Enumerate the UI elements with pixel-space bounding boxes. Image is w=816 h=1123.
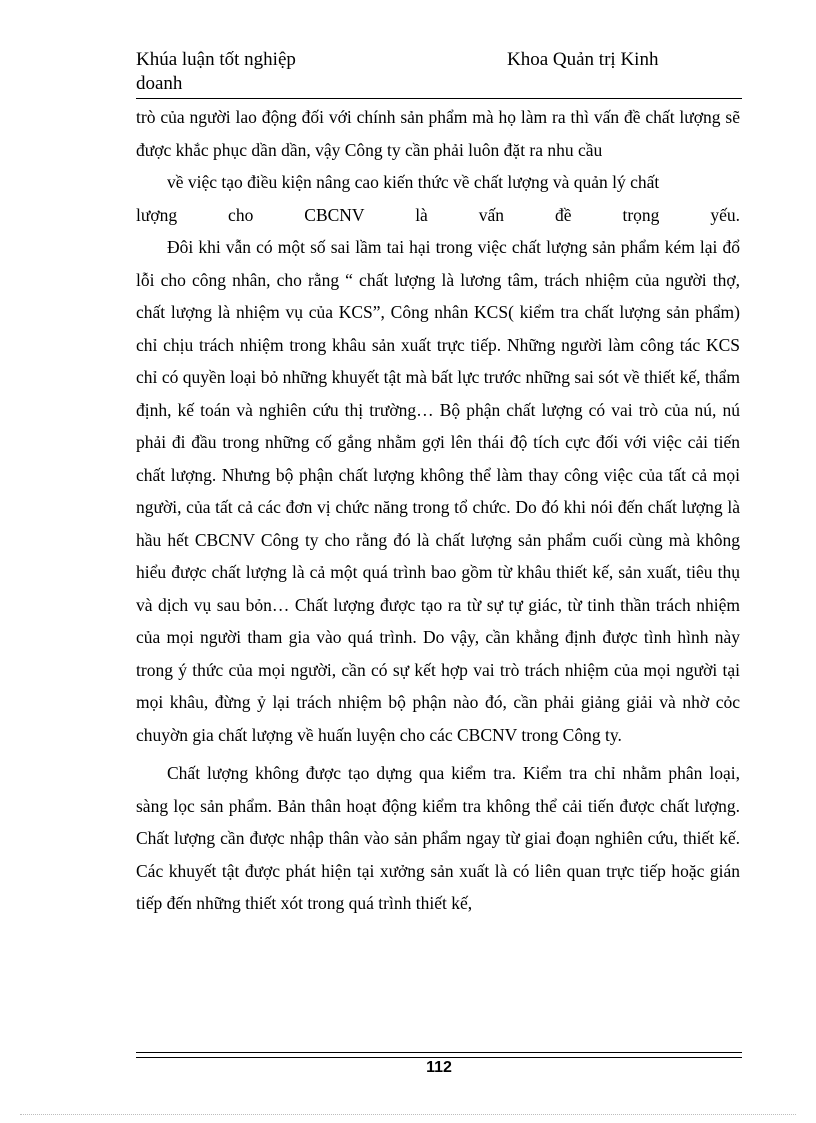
header-divider <box>136 98 742 99</box>
header-thesis-title: Khúa luận tốt nghiệp doanh <box>136 49 296 94</box>
page-edge-line <box>20 1114 796 1115</box>
paragraph-3: lượng cho CBCNV là vấn đề trọng yếu. <box>136 204 740 225</box>
page-header <box>136 48 742 98</box>
header-faculty-name: Khoa Quản trị Kinh <box>507 49 659 70</box>
paragraph-2: về việc tạo điều kiện nâng cao kiến thức về chất lượng và quản lý chất <box>167 172 660 192</box>
paragraph-4: Đôi khi vẫn có một số sai lầm tai hại trong việc chất lượng sản phẩm kém lại đổ lỗi cho công nhân, cho rằng “ chất lượng là lương tâm, trách nhiệm của người thợ, chất lượng là nhiệm vụ của KCS”, Công nhân KCS( kiểm tra chất lượng sản phẩm) chỉ chịu trách nhiệm trong khâu sản xuất trực tiếp. Những người làm công tác KCS chỉ có quyền loại bỏ những khuyết tật mà bất lực trước những sai sót về thiết kế, thẩm định, kế toán và nghiên cứu thị trường… Bộ phận chất lượng có vai trò của nú, nú phải đi đầu trong những cố gắng nhằm gợi lên thái độ tích cực đối với việc cải tiến chất lượng. Nhưng bộ phận chất lượng không thể làm thay công việc của tất cả mọi người, của tất cả các đơn vị chức năng trong tổ chức. Do đó khi nói đến chất lượng là hầu hết CBCNV Công ty cho rằng đó là chất lượng sản phẩm cuối cùng mà không hiểu được chất lượng là cả một quá trình bao gồm từ khâu thiết kế, sản xuất, tiêu thụ và dịch vụ sau bỏn… Chất lượng được tạo ra từ sự tự giác, từ tinh thần trách nhiệm của mọi người tham gia vào quá trình. Do vậy, cần khẳng định được tình hình này trong ý thức của mọi người, cần có sự kết hợp vai trò trách nhiệm của mọi người tại mọi khâu, đừng ỷ lại trách nhiệm bộ phận nào đó, cần phải giảng giải và nhờ cỏc chuyờn gia chất lượng về huấn luyện cho các CBCNV trong Công ty. <box>136 237 740 745</box>
footer-divider <box>136 1052 742 1058</box>
paragraph-5: Chất lượng không được tạo dựng qua kiểm tra. Kiểm tra chỉ nhằm phân loại, sàng lọc sản phẩm. Bản thân hoạt động kiểm tra không thể cải tiến được chất lượng. Chất lượng cần được nhập thân vào sản phẩm ngay từ giai đoạn nghiên cứu, thiết kế. Các khuyết tật được phát hiện tại xưởng sản xuất là có liên quan trực tiếp hoặc gián tiếp đến những thiết xót trong quá trình thiết kế, <box>136 763 740 913</box>
paragraph-1: trò của người lao động đối với chính sản phẩm mà họ làm ra thì vấn đề chất lượng sẽ được khắc phục dần dần, vậy Công ty cần phải luôn đặt ra nhu cầu <box>136 107 740 160</box>
document-body <box>136 101 740 920</box>
page-number: 112 <box>426 1059 452 1076</box>
